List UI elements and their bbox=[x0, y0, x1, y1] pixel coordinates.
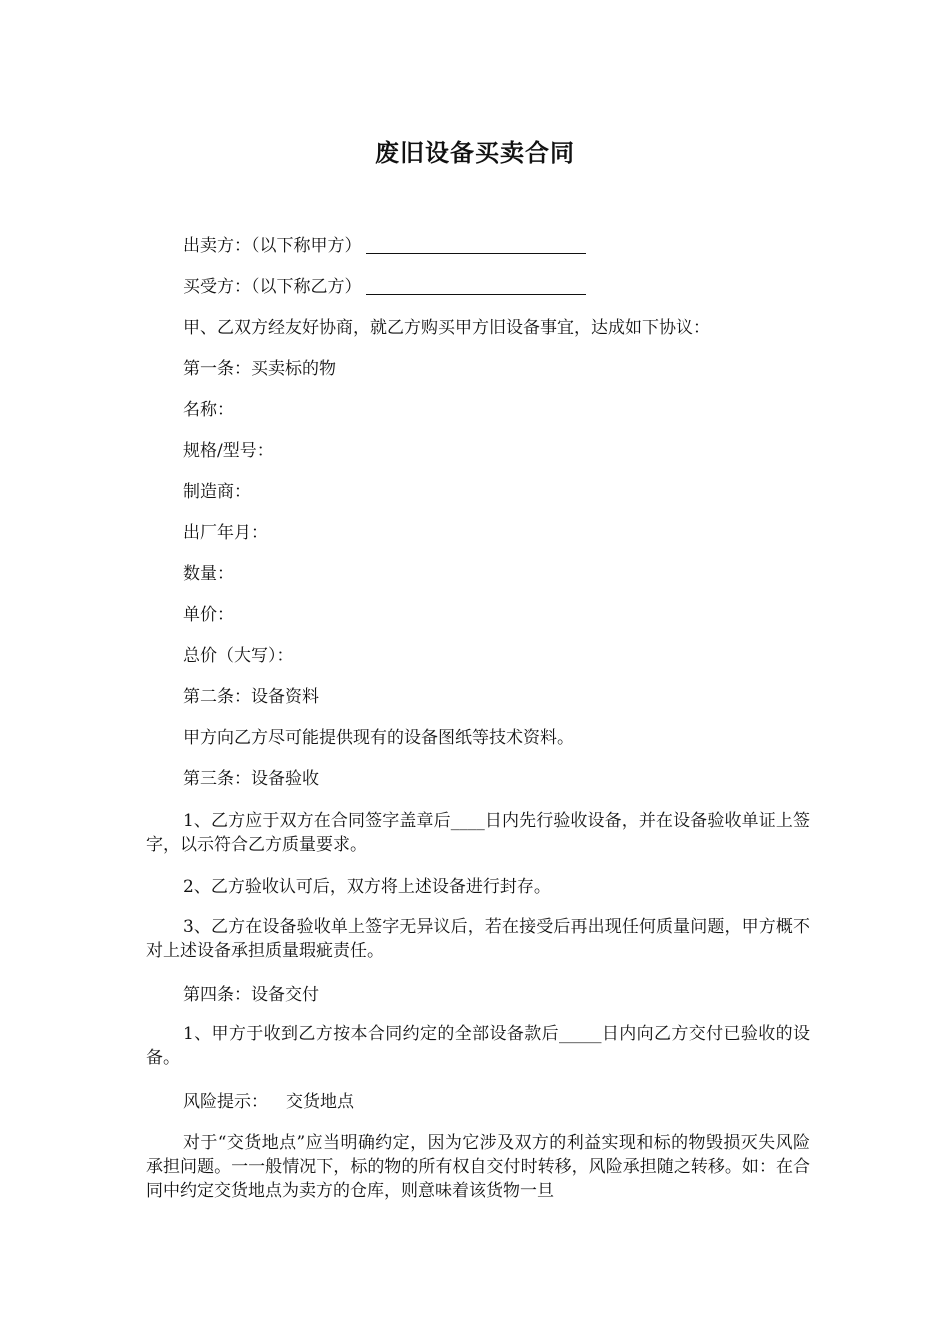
article3-heading: 第三条：设备验收 bbox=[183, 769, 319, 789]
field-quantity: 数量： bbox=[183, 564, 234, 584]
risk-heading bbox=[183, 1092, 354, 1112]
field-unit-price: 单价： bbox=[183, 605, 234, 625]
field-production-date: 出厂年月： bbox=[183, 523, 268, 543]
intro-text: 甲、乙双方经友好协商，就乙方购买甲方旧设备事宜，达成如下协议： bbox=[183, 318, 710, 338]
buyer-name-blank bbox=[366, 278, 586, 295]
risk-topic: 交货地点 bbox=[286, 1092, 354, 1112]
field-model: 规格/型号： bbox=[183, 441, 274, 461]
buyer-label: 买受方：（以下称乙方） bbox=[183, 277, 362, 297]
article2-heading: 第二条：设备资料 bbox=[183, 687, 319, 707]
risk-label: 风险提示： bbox=[183, 1092, 268, 1112]
seller-line bbox=[183, 236, 586, 256]
article3-item-2: 2、乙方验收认可后，双方将上述设备进行封存。 bbox=[183, 877, 551, 897]
risk-text: 对于“交货地点”应当明确约定，因为它涉及双方的利益实现和标的物毁损灭失风险承担问题。一一般情况下，标的物的所有权自交付时转移，风险承担随之转移。如：在合同中约定交货地点为卖方的仓库，则意味着该货物一旦 bbox=[146, 1133, 810, 1201]
field-manufacturer: 制造商： bbox=[183, 482, 251, 502]
article3-item-3: 3、乙方在设备验收单上签字无异议后，若在接受后再出现任何质量问题，甲方概不对上述设备承担质量瑕疵责任。 bbox=[146, 917, 810, 961]
article2-text: 甲方向乙方尽可能提供现有的设备图纸等技术资料。 bbox=[183, 728, 574, 748]
buyer-line bbox=[183, 277, 586, 297]
article4-heading: 第四条：设备交付 bbox=[183, 985, 319, 1005]
field-total-price: 总价（大写）： bbox=[183, 646, 294, 666]
seller-name-blank bbox=[366, 237, 586, 254]
seller-label: 出卖方：（以下称甲方） bbox=[183, 236, 362, 256]
article4-item-1: 1、甲方于收到乙方按本合同约定的全部设备款后_____日内向乙方交付已验收的设备。 bbox=[146, 1024, 810, 1068]
field-name: 名称： bbox=[183, 400, 234, 420]
document-title: 废旧设备买卖合同 bbox=[375, 138, 575, 167]
article1-heading: 第一条：买卖标的物 bbox=[183, 359, 336, 379]
article3-item-1: 1、乙方应于双方在合同签字盖章后____日内先行验收设备，并在设备验收单证上签字，以示符合乙方质量要求。 bbox=[146, 811, 810, 855]
